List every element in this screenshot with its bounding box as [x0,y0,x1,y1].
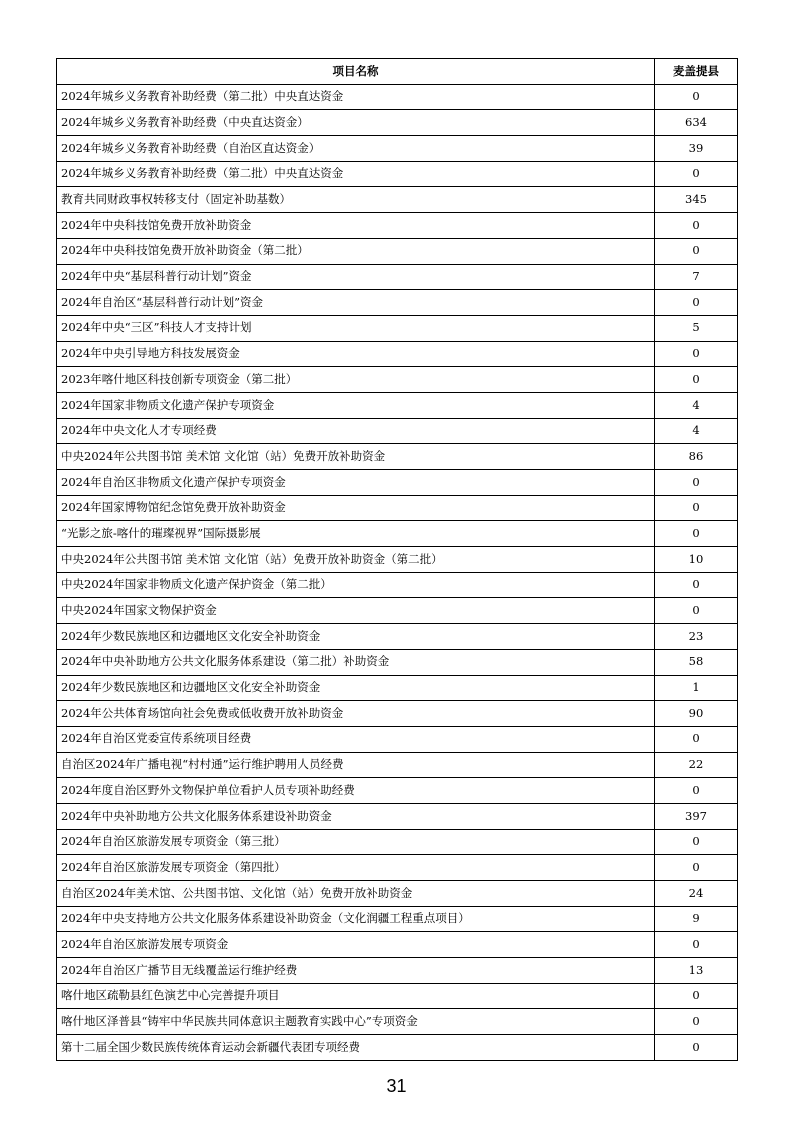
amount-cell: 23 [655,624,738,650]
table-row [57,110,738,136]
project-name-cell: 2024年城乡义务教育补助经费（自治区直达资金） [57,136,655,162]
table-row [57,778,738,804]
table-row [57,624,738,650]
project-name-cell: 中央2024年国家非物质文化遗产保护资金（第二批） [57,572,655,598]
table-row [57,881,738,907]
table-row [57,726,738,752]
amount-cell: 1 [655,675,738,701]
table-row [57,547,738,573]
project-name-cell: 喀什地区泽普县“铸牢中华民族共同体意识主题教育实践中心”专项资金 [57,1009,655,1035]
project-name-cell: 2024年中央科技馆免费开放补助资金 [57,213,655,239]
project-name-cell: 2024年自治区旅游发展专项资金 [57,932,655,958]
table-row [57,572,738,598]
project-name-cell: 教育共同财政事权转移支付（固定补助基数） [57,187,655,213]
table-row [57,649,738,675]
amount-cell: 0 [655,572,738,598]
amount-cell: 0 [655,238,738,264]
project-name-cell: 2024年中央文化人才专项经费 [57,418,655,444]
amount-cell: 0 [655,290,738,316]
table-row [57,983,738,1009]
project-name-cell: 2024年中央“基层科普行动计划”资金 [57,264,655,290]
project-name-cell: 2024年度自治区野外文物保护单位看护人员专项补助经费 [57,778,655,804]
project-name-cell: 2024年中央“三区”科技人才支持计划 [57,315,655,341]
table-row [57,84,738,110]
table-row [57,290,738,316]
table-body [57,84,738,1060]
amount-cell: 0 [655,1035,738,1061]
amount-cell: 58 [655,649,738,675]
amount-cell: 0 [655,598,738,624]
column-header-project-name: 项目名称 [57,59,655,85]
amount-cell: 90 [655,701,738,727]
project-name-cell: 2024年中央引导地方科技发展资金 [57,341,655,367]
table-row [57,238,738,264]
project-name-cell: 2024年少数民族地区和边疆地区文化安全补助资金 [57,675,655,701]
project-name-cell: 2024年自治区旅游发展专项资金（第三批） [57,829,655,855]
amount-cell: 0 [655,213,738,239]
table-row [57,752,738,778]
table-row [57,829,738,855]
amount-cell: 0 [655,470,738,496]
amount-cell: 0 [655,932,738,958]
amount-cell: 0 [655,829,738,855]
table-row [57,367,738,393]
amount-cell: 0 [655,161,738,187]
table-row [57,1035,738,1061]
project-name-cell: 自治区2024年广播电视“村村通”运行维护聘用人员经费 [57,752,655,778]
project-name-cell: “光影之旅-喀什的璀璨视界”国际摄影展 [57,521,655,547]
table-row [57,187,738,213]
table-row [57,675,738,701]
amount-cell: 0 [655,367,738,393]
amount-cell: 345 [655,187,738,213]
amount-cell: 5 [655,315,738,341]
project-name-cell: 中央2024年国家文物保护资金 [57,598,655,624]
table-row [57,855,738,881]
project-name-cell: 2024年自治区旅游发展专项资金（第四批） [57,855,655,881]
table-row [57,315,738,341]
project-name-cell: 2024年中央科技馆免费开放补助资金（第二批） [57,238,655,264]
project-name-cell: 自治区2024年美术馆、公共图书馆、文化馆（站）免费开放补助资金 [57,881,655,907]
project-name-cell: 2024年城乡义务教育补助经费（中央直达资金） [57,110,655,136]
table-header-row [57,59,738,85]
project-name-cell: 中央2024年公共图书馆 美术馆 文化馆（站）免费开放补助资金（第二批） [57,547,655,573]
amount-cell: 39 [655,136,738,162]
project-name-cell: 2024年国家非物质文化遗产保护专项资金 [57,392,655,418]
amount-cell: 0 [655,341,738,367]
project-name-cell: 第十二届全国少数民族传统体育运动会新疆代表团专项经费 [57,1035,655,1061]
amount-cell: 0 [655,983,738,1009]
table-row [57,161,738,187]
amount-cell: 4 [655,392,738,418]
project-name-cell: 2024年自治区“基层科普行动计划”资金 [57,290,655,316]
amount-cell: 397 [655,803,738,829]
project-name-cell: 2024年国家博物馆纪念馆免费开放补助资金 [57,495,655,521]
table-row [57,213,738,239]
table-row [57,418,738,444]
amount-cell: 10 [655,547,738,573]
amount-cell: 634 [655,110,738,136]
table-row [57,136,738,162]
project-name-cell: 2024年城乡义务教育补助经费（第二批）中央直达资金 [57,161,655,187]
amount-cell: 22 [655,752,738,778]
amount-cell: 9 [655,906,738,932]
project-name-cell: 2023年喀什地区科技创新专项资金（第二批） [57,367,655,393]
table-row [57,495,738,521]
project-name-cell: 2024年自治区党委宣传系统项目经费 [57,726,655,752]
table-row [57,470,738,496]
table-row [57,701,738,727]
project-name-cell: 2024年中央补助地方公共文化服务体系建设（第二批）补助资金 [57,649,655,675]
project-name-cell: 喀什地区疏勒县红色演艺中心完善提升项目 [57,983,655,1009]
project-name-cell: 2024年自治区广播节目无线覆盖运行维护经费 [57,958,655,984]
table-row [57,392,738,418]
funding-table [56,58,738,1061]
amount-cell: 86 [655,444,738,470]
amount-cell: 0 [655,495,738,521]
table-row [57,958,738,984]
amount-cell: 0 [655,778,738,804]
table-row [57,906,738,932]
table-row [57,521,738,547]
project-name-cell: 2024年自治区非物质文化遗产保护专项资金 [57,470,655,496]
column-header-county: 麦盖提县 [655,59,738,85]
amount-cell: 0 [655,521,738,547]
project-name-cell: 2024年少数民族地区和边疆地区文化安全补助资金 [57,624,655,650]
amount-cell: 13 [655,958,738,984]
table-row [57,932,738,958]
amount-cell: 0 [655,84,738,110]
amount-cell: 24 [655,881,738,907]
table-row [57,341,738,367]
table-row [57,1009,738,1035]
amount-cell: 0 [655,726,738,752]
amount-cell: 4 [655,418,738,444]
project-name-cell: 2024年公共体育场馆向社会免费或低收费开放补助资金 [57,701,655,727]
table-row [57,598,738,624]
amount-cell: 7 [655,264,738,290]
table-row [57,264,738,290]
project-name-cell: 中央2024年公共图书馆 美术馆 文化馆（站）免费开放补助资金 [57,444,655,470]
project-name-cell: 2024年中央支持地方公共文化服务体系建设补助资金（文化润疆工程重点项目） [57,906,655,932]
table-row [57,444,738,470]
table-row [57,803,738,829]
amount-cell: 0 [655,855,738,881]
project-name-cell: 2024年中央补助地方公共文化服务体系建设补助资金 [57,803,655,829]
amount-cell: 0 [655,1009,738,1035]
page-number: 31 [386,1076,407,1096]
project-name-cell: 2024年城乡义务教育补助经费（第二批）中央直达资金 [57,84,655,110]
